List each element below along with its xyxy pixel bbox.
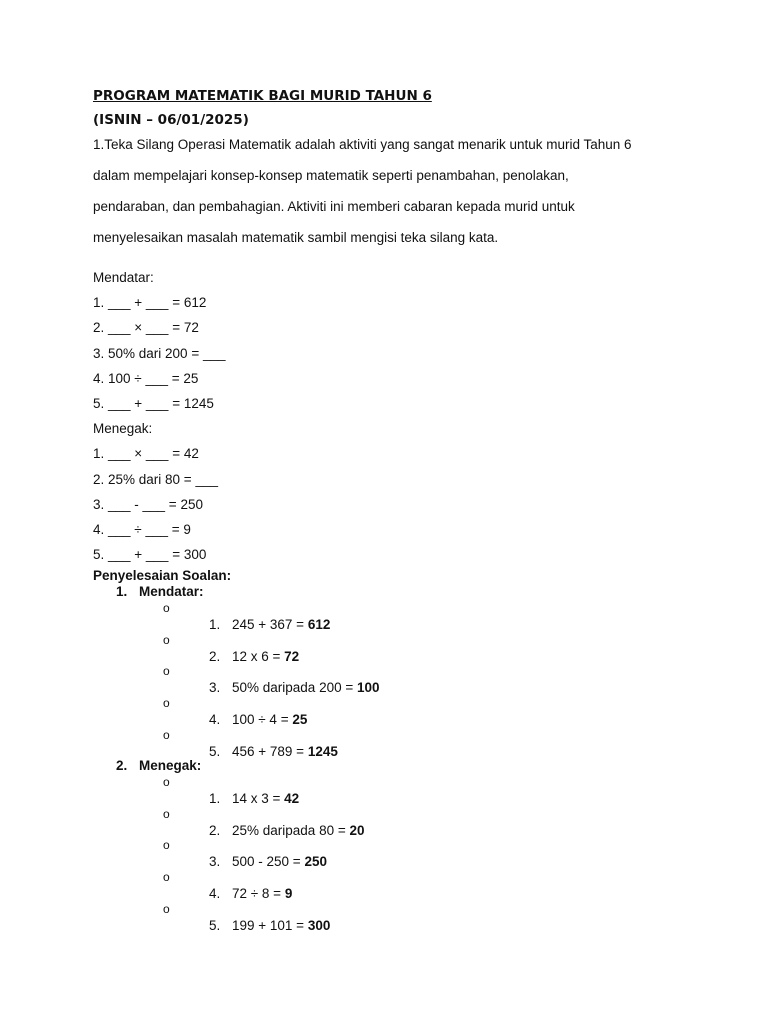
item-number: 1. <box>209 617 221 633</box>
solution-group-heading <box>93 584 733 600</box>
item-expression <box>232 854 327 870</box>
menegak-heading: Menegak: <box>93 421 153 437</box>
solution-item <box>93 663 733 695</box>
item-expression <box>232 886 292 902</box>
expression-text: 12 x 6 = <box>232 648 285 664</box>
question-line: 4. ___ ÷ ___ = 9 <box>93 521 191 537</box>
expression-text: 72 ÷ 8 = <box>232 886 285 901</box>
intro-line: 1.Teka Silang Operasi Matematik adalah aktiviti yang sangat menarik untuk murid Tahun 6 <box>93 137 632 152</box>
document-page <box>93 86 733 932</box>
solution-item <box>93 727 733 759</box>
item-expression <box>232 744 338 760</box>
bullet-marker: o <box>163 601 170 616</box>
item-expression <box>232 791 299 807</box>
solution-item <box>93 901 733 933</box>
expression-text: 100 ÷ 4 = <box>232 712 293 728</box>
solution-group-menegak <box>93 758 733 932</box>
bullet-marker: o <box>163 775 170 790</box>
expression-text: 500 - 250 = <box>232 854 305 870</box>
solution-item <box>93 774 733 806</box>
answer-value: 1245 <box>307 743 338 759</box>
bullet-marker: o <box>163 838 170 853</box>
solution-item <box>93 806 733 838</box>
answer-value: 20 <box>349 822 365 838</box>
group-number: 1. <box>116 584 128 600</box>
answer-value: 300 <box>307 917 331 933</box>
bullet-marker: o <box>163 664 170 679</box>
bullet-marker: o <box>163 727 170 742</box>
question-line: 2. 25% dari 80 = ___ <box>93 471 218 487</box>
answer-value: 42 <box>284 791 300 807</box>
solution-item <box>93 837 733 869</box>
date-text: (ISNIN – 06/01/2025) <box>93 112 249 128</box>
item-expression <box>232 823 365 839</box>
question-line: 2. ___ × ___ = 72 <box>93 320 199 336</box>
solution-item <box>93 632 733 664</box>
intro-line: dalam mempelajari konsep-konsep matematik seperti penambahan, penolakan, <box>93 168 569 183</box>
intro-line: menyelesaikan masalah matematik sambil mengisi teka silang kata. <box>93 230 499 245</box>
expression-text: 199 + 101 = <box>232 917 308 933</box>
item-number: 2. <box>209 648 221 664</box>
intro-line: pendaraban, dan pembahagian. Aktiviti ini memberi cabaran kepada murid untuk <box>93 199 575 214</box>
answer-value: 612 <box>307 617 331 633</box>
item-expression <box>232 617 330 633</box>
bullet-marker: o <box>163 696 170 711</box>
solution-item <box>93 869 733 901</box>
answer-value: 25 <box>292 712 308 728</box>
solution-heading: Penyelesaian Soalan: <box>93 568 232 584</box>
question-line: 4. 100 ÷ ___ = 25 <box>93 370 199 386</box>
answer-value: 72 <box>284 648 300 664</box>
expression-text: 14 x 3 = <box>232 791 285 807</box>
group-label: Menegak: <box>139 758 202 774</box>
bullet-marker: o <box>163 870 170 884</box>
answer-value: 250 <box>304 854 327 870</box>
question-line: 1. ___ × ___ = 42 <box>93 446 199 462</box>
questions-section <box>93 268 733 570</box>
bullet-marker: o <box>163 901 170 916</box>
mendatar-heading: Mendatar: <box>93 270 154 285</box>
item-expression <box>232 918 330 934</box>
item-number: 2. <box>209 822 221 838</box>
solution-group-mendatar <box>93 584 733 758</box>
item-number: 4. <box>209 712 221 728</box>
item-expression <box>232 680 380 696</box>
answer-value: 100 <box>356 680 380 696</box>
answer-value: 9 <box>284 886 293 901</box>
group-number: 2. <box>116 758 128 774</box>
document-title: PROGRAM MATEMATIK BAGI MURID TAHUN 6 <box>93 88 432 104</box>
question-line: 5. ___ + ___ = 1245 <box>93 395 214 411</box>
item-number: 4. <box>209 886 221 901</box>
expression-text: 245 + 367 = <box>232 617 308 633</box>
solution-group-heading <box>93 758 733 774</box>
item-expression <box>232 649 299 665</box>
expression-text: 456 + 789 = <box>232 743 308 759</box>
question-line: 3. 50% dari 200 = ___ <box>93 345 226 361</box>
group-label: Mendatar: <box>139 584 204 600</box>
bullet-marker: o <box>163 632 170 647</box>
intro-paragraph <box>93 136 733 260</box>
solution-item <box>93 695 733 727</box>
expression-text: 25% daripada 80 = <box>232 822 350 838</box>
bullet-marker: o <box>163 806 170 821</box>
solution-item <box>93 600 733 632</box>
question-line: 3. ___ - ___ = 250 <box>93 496 203 512</box>
date-line <box>93 108 733 132</box>
item-number: 5. <box>209 743 221 759</box>
item-number: 3. <box>209 680 221 696</box>
question-line: 5. ___ + ___ = 300 <box>93 547 207 563</box>
expression-text: 50% daripada 200 = <box>232 680 357 696</box>
item-expression <box>232 712 307 728</box>
question-line: 1. ___ + ___ = 612 <box>93 295 207 311</box>
item-number: 1. <box>209 791 221 807</box>
item-number: 5. <box>209 917 221 933</box>
item-number: 3. <box>209 854 221 870</box>
